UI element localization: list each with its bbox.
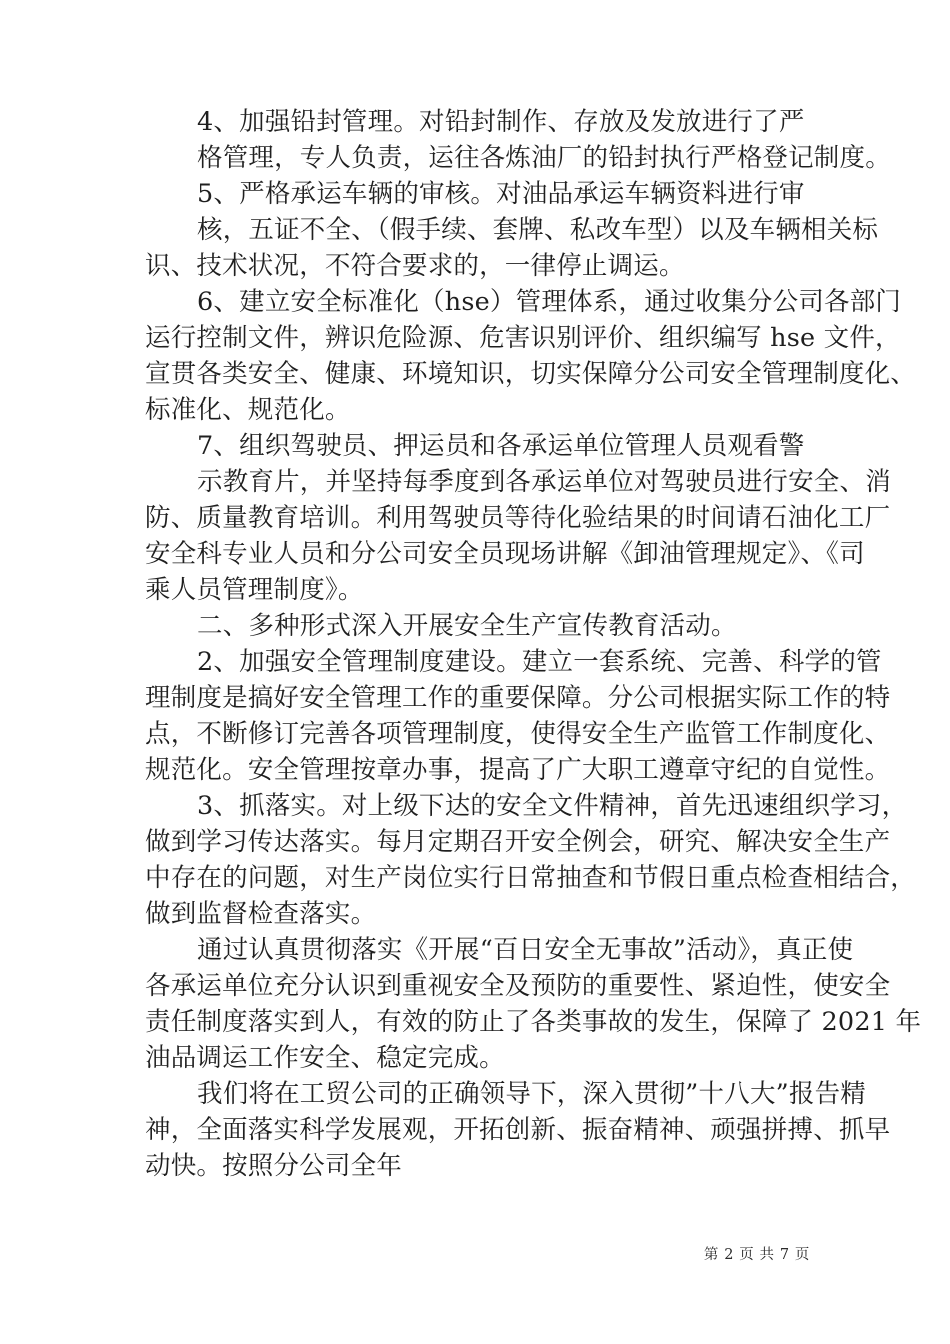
document-line: 宣贯各类安全、健康、环境知识，切实保障分公司安全管理制度化、 bbox=[145, 359, 917, 389]
document-line: 4、加强铅封管理。对铅封制作、存放及发放进行了严 bbox=[197, 107, 805, 137]
document-line: 防、质量教育培训。利用驾驶员等待化验结果的时间请石油化工厂 bbox=[145, 503, 891, 533]
document-line: 神，全面落实科学发展观，开拓创新、振奋精神、顽强拼搏、抓早 bbox=[145, 1115, 891, 1145]
document-line: 理制度是搞好安全管理工作的重要保障。分公司根据实际工作的特 bbox=[145, 683, 891, 713]
document-line: 规范化。安全管理按章办事，提高了广大职工遵章守纪的自觉性。 bbox=[145, 755, 891, 785]
document-line: 中存在的问题，对生产岗位实行日常抽查和节假日重点检查相结合， bbox=[145, 863, 917, 893]
document-line: 7、组织驾驶员、押运员和各承运单位管理人员观看警 bbox=[197, 431, 805, 461]
document-line: 安全科专业人员和分公司安全员现场讲解《卸油管理规定》、《司 bbox=[145, 539, 865, 569]
document-line: 点，不断修订完善各项管理制度，使得安全生产监管工作制度化、 bbox=[145, 719, 891, 749]
document-line: 示教育片，并坚持每季度到各承运单位对驾驶员进行安全、消 bbox=[197, 467, 891, 497]
document-line: 做到学习传达落实。每月定期召开安全例会，研究、解决安全生产 bbox=[145, 827, 891, 857]
document-line: 二、多种形式深入开展安全生产宣传教育活动。 bbox=[197, 611, 737, 641]
document-line: 核，五证不全、（假手续、套牌、私改车型）以及车辆相关标 bbox=[197, 215, 879, 245]
document-line: 动快。按照分公司全年 bbox=[145, 1151, 403, 1181]
document-line: 通过认真贯彻落实《开展“百日安全无事故”活动》，真正使 bbox=[197, 935, 854, 965]
document-line: 责任制度落实到人，有效的防止了各类事故的发生，保障了 2021 年 bbox=[145, 1007, 922, 1037]
document-line: 油品调运工作安全、稳定完成。 bbox=[145, 1043, 505, 1073]
document-line: 各承运单位充分认识到重视安全及预防的重要性、紧迫性，使安全 bbox=[145, 971, 891, 1001]
document-line: 做到监督检查落实。 bbox=[145, 899, 377, 929]
page-number-label: 第 2 页 共 7 页 bbox=[703, 1247, 810, 1263]
document-line: 运行控制文件，辨识危险源、危害识别评价、组织编写 hse 文件， bbox=[145, 323, 901, 353]
document-line: 我们将在工贸公司的正确领导下，深入贯彻”十八大”报告精 bbox=[197, 1079, 866, 1109]
page-footer bbox=[0, 1245, 950, 1269]
document-body bbox=[145, 104, 922, 1184]
document-line: 2、加强安全管理制度建设。建立一套系统、完善、科学的管 bbox=[197, 647, 882, 677]
document-line: 标准化、规范化。 bbox=[145, 395, 351, 425]
document-line: 识、技术状况，不符合要求的，一律停止调运。 bbox=[145, 251, 685, 281]
document-line: 3、抓落实。对上级下达的安全文件精神，首先迅速组织学习， bbox=[197, 791, 908, 821]
document-line: 格管理，专人负责，运往各炼油厂的铅封执行严格登记制度。 bbox=[197, 143, 891, 173]
document-line: 乘人员管理制度》。 bbox=[145, 575, 364, 605]
document-line: 5、严格承运车辆的审核。对油品承运车辆资料进行审 bbox=[197, 179, 805, 209]
document-line: 6、建立安全标准化（hse）管理体系，通过收集分公司各部门 bbox=[197, 287, 902, 317]
